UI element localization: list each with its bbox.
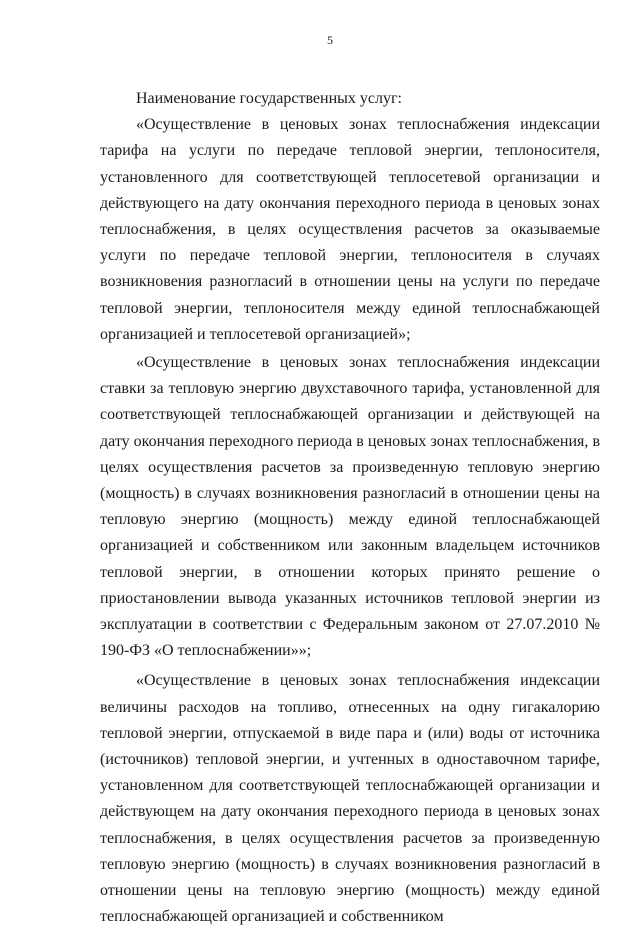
paragraph-two-part-tariff: «Осуществление в ценовых зонах теплоснабжения индексации ставки за тепловую энергию двухставочного тарифа, установленной для соответствующей теплоснабжающей организации и действующей на дату окончания переходного периода в ценовых зонах теплоснабжения, в целях осуществления расчетов за произведенную тепловую энергию (мощность) в случаях возникновения разногласий в отношении цены на тепловую энергию (мощность) между единой теплоснабжающей организацией и собственником или законным владельцем источников тепловой энергии, в отношении которых принято решение о приостановлении вывода указанных источников тепловой энергии из эксплуатации в соответствии с Федеральным законом от 27.07.2010 № 190-ФЗ «О теплоснабжении»»; <box>100 354 600 660</box>
section-heading: Наименование государственных услуг: <box>136 90 402 107</box>
paragraph-tariff-transmission: «Осуществление в ценовых зонах теплоснабжения индексации тарифа на услуги по передаче тепловой энергии, теплоносителя, установленного для соответствующей теплосетевой организации и действующего на дату окончания переходного периода в ценовых зонах теплоснабжения, в целях осуществления расчетов за оказываемые услуги по передаче тепловой энергии, теплоносителя в случаях возникновения разногласий в отношении цены на услуги по передаче тепловой энергии, теплоносителя между единой теплоснабжающей организацией и теплосетевой организацией»; <box>100 116 600 343</box>
page-number: 5 <box>327 33 333 47</box>
document-body <box>100 86 600 931</box>
paragraph-fuel-expenses: «Осуществление в ценовых зонах теплоснабжения индексации величины расходов на топливо, отнесенных на одну гигакалорию тепловой энергии, отпускаемой в виде пара и (или) воды от источника (источников) тепловой энергии, и учтенных в одноставочном тарифе, установленном для соответствующей теплоснабжающей организации и действующем на дату окончания переходного периода в ценовых зонах теплоснабжения, в целях осуществления расчетов за произведенную тепловую энергию (мощность) в случаях возникновения разногласий в отношении цены на тепловую энергию (мощность) между единой теплоснабжающей организацией и собственником <box>100 672 600 926</box>
